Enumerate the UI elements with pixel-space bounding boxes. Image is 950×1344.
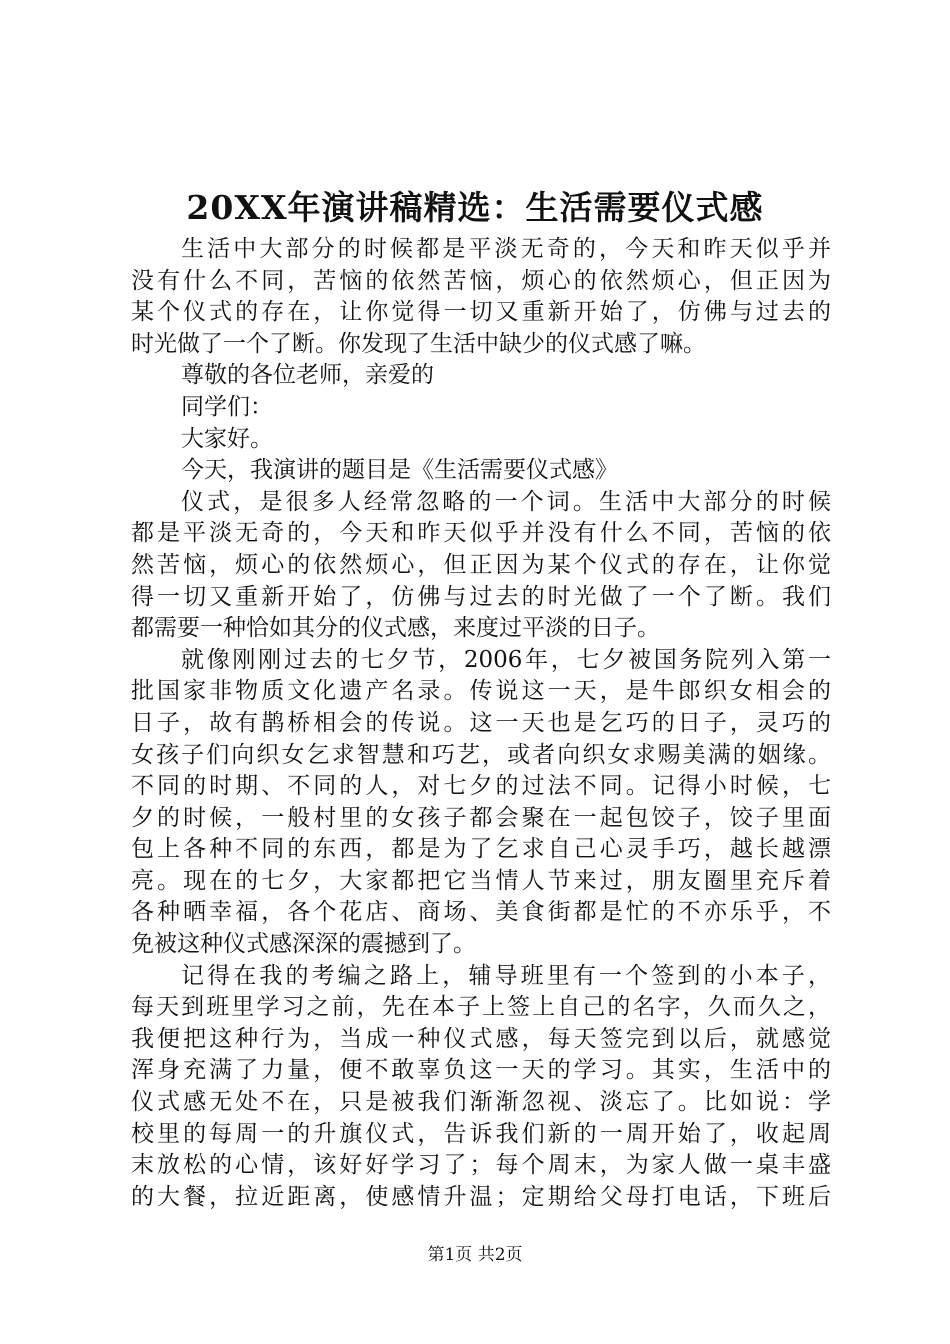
paragraph-line: 夕的时候，一般村里的女孩子都会聚在一起包饺子，饺子里面 [131,804,831,831]
document-title: 20XX年演讲稿精选：生活需要仪式感 [186,188,764,227]
page-footer: 第1页 共2页 [427,1245,523,1265]
paragraph-line: 仪式感无处不在，只是被我们渐渐忽视、淡忘了。比如说：学 [131,1089,831,1116]
paragraph-line: 日子，故有鹊桥相会的传说。这一天也是乞巧的日子，灵巧的 [131,709,831,736]
paragraph-line: 仪式，是很多人经常忽略的一个词。生活中大部分的时候 [181,488,831,515]
paragraph-line: 我便把这种行为，当成一种仪式感，每天签完到以后，就感觉 [131,1025,831,1052]
paragraph-line: 就像刚刚过去的七夕节，2006年，七夕被国务院列入第一 [181,646,831,673]
paragraph-line: 记得在我的考编之路上，辅导班里有一个签到的小本子， [181,962,831,989]
paragraph-line: 各种晒幸福，各个花店、商场、美食街都是忙的不亦乐乎，不 [131,899,831,926]
paragraph-line: 不同的时期、不同的人，对七夕的过法不同。记得小时候，七 [131,773,831,800]
paragraph-line: 都需要一种恰如其分的仪式感，来度过平淡的日子。 [131,615,660,642]
topic-line: 今天，我演讲的题目是《生活需要仪式感》 [181,457,618,484]
paragraph-line: 都是平淡无奇的，今天和昨天似乎并没有什么不同，苦恼的依 [131,520,831,547]
paragraph-line: 亮。现在的七夕，大家都把它当情人节来过，朋友圈里充斥着 [131,867,831,894]
document-body [131,234,831,1213]
paragraph-line: 浑身充满了力量，便不敢辜负这一天的学习。其实，生活中的 [131,1057,831,1084]
paragraph-line: 免被这种仪式感深深的震撼到了。 [131,931,476,958]
paragraph-line: 批国家非物质文化遗产名录。传说这一天，是牛郎织女相会的 [131,678,831,705]
paragraph-line: 时光做了一个了断。你发现了生活中缺少的仪式感了嘛。 [131,330,706,357]
paragraph-line: 的大餐，拉近距离，使感情升温；定期给父母打电话，下班后 [131,1183,831,1210]
paragraph-line: 每天到班里学习之前，先在本子上签上自己的名字，久而久之， [131,994,831,1021]
paragraph-line: 得一切又重新开始了，仿佛与过去的时光做了一个了断。我们 [131,583,831,610]
greeting-line: 大家好。 [181,425,273,452]
paragraph-line: 女孩子们向织女乞求智慧和巧艺，或者向织女求赐美满的姻缘。 [131,741,831,768]
paragraph-line: 包上各种不同的东西，都是为了乞求自己心灵手巧，越长越漂 [131,836,831,863]
paragraph-line: 生活中大部分的时候都是平淡无奇的，今天和昨天似乎并 [181,236,831,262]
paragraph-line: 某个仪式的存在，让你觉得一切又重新开始了，仿佛与过去的 [131,299,831,326]
salutation-line: 尊敬的各位老师，亲爱的 [181,362,434,389]
paragraph-line: 然苦恼，烦心的依然烦心，但正因为某个仪式的存在，让你觉 [131,551,831,578]
paragraph-line: 没有什么不同，苦恼的依然苦恼，烦心的依然烦心，但正因为 [131,267,831,294]
paragraph-line: 末放松的心情，该好好学习了；每个周末，为家人做一桌丰盛 [131,1152,831,1179]
paragraph-line: 校里的每周一的升旗仪式，告诉我们新的一周开始了，收起周 [131,1120,831,1147]
salutation-line: 同学们： [181,393,273,420]
